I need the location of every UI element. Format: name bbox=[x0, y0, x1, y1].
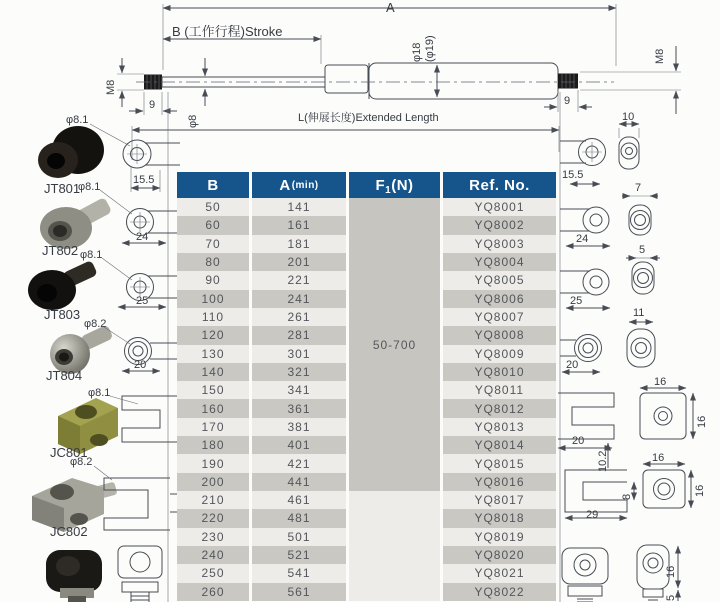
table-cell-ref: YQ8010 bbox=[443, 363, 556, 381]
jt803-name-label: JT803 bbox=[44, 307, 81, 322]
table-cell-b: 230 bbox=[177, 528, 249, 546]
table-cell-ref: YQ8001 bbox=[443, 198, 556, 216]
rv3-end-dim: 11 bbox=[633, 307, 645, 319]
jc801-name-label: JC801 bbox=[50, 445, 88, 460]
jt802-width-dim: 24 bbox=[136, 231, 149, 243]
rv4-slot-dim: 10.2 bbox=[597, 450, 609, 472]
jt802-right-views bbox=[560, 196, 658, 246]
table-cell-a: 261 bbox=[252, 308, 346, 326]
table-cell-b: 140 bbox=[177, 363, 249, 381]
table-cell-ref: YQ8014 bbox=[443, 436, 556, 454]
rv2-side-dim: 25 bbox=[570, 295, 583, 307]
table-cell-ref: YQ8021 bbox=[443, 564, 556, 582]
stud-right-dim: 9 bbox=[564, 95, 571, 107]
jc802-right-views bbox=[565, 464, 691, 518]
header-a-text: A bbox=[279, 176, 291, 194]
jt801-name-label: JT801 bbox=[44, 181, 81, 196]
table-cell-ref: YQ8004 bbox=[443, 253, 556, 271]
table-cell-ref: YQ8011 bbox=[443, 381, 556, 399]
rv6-dia-dim: 5 bbox=[665, 594, 677, 601]
table-cell-ref: YQ8019 bbox=[443, 528, 556, 546]
jt804-dia-label: φ8.2 bbox=[84, 318, 107, 330]
table-cell-ref: YQ8003 bbox=[443, 235, 556, 253]
table-cell-b: 240 bbox=[177, 546, 249, 564]
stroke-dim-label: B (工作行程)Stroke bbox=[172, 24, 283, 39]
header-ref-text: Ref. No. bbox=[469, 176, 530, 194]
table-cell-ref: YQ8016 bbox=[443, 473, 556, 491]
table-cell-a: 501 bbox=[252, 528, 346, 546]
table-header-ref bbox=[443, 172, 556, 198]
thread-right-label: M8 bbox=[654, 48, 666, 64]
header-a-sub: (min) bbox=[291, 179, 319, 191]
jc802-dia-label: φ8.2 bbox=[70, 456, 93, 468]
rv1-side-dim: 24 bbox=[576, 233, 589, 245]
rv5-side-dim: 29 bbox=[586, 509, 599, 521]
table-cell-a: 141 bbox=[252, 198, 346, 216]
header-b-text: B bbox=[207, 176, 219, 194]
table-cell-b: 250 bbox=[177, 564, 249, 582]
table-cell-a: 421 bbox=[252, 454, 346, 472]
jt803-side-view bbox=[118, 274, 182, 308]
rv5-width-dim: 16 bbox=[652, 452, 665, 464]
table-cell-ref: YQ8002 bbox=[443, 216, 556, 234]
table-header-row bbox=[177, 172, 556, 198]
table-cell-b: 170 bbox=[177, 418, 249, 436]
table-cell-ref: YQ8005 bbox=[443, 271, 556, 289]
table-cell-b: 200 bbox=[177, 473, 249, 491]
table-cell-ref: YQ8006 bbox=[443, 290, 556, 308]
table-cell-b: 130 bbox=[177, 345, 249, 363]
extended-length-label: L(伸展长度)Extended Length bbox=[298, 112, 439, 124]
table-cell-ref: YQ8012 bbox=[443, 399, 556, 417]
table-cell-b: 150 bbox=[177, 381, 249, 399]
f1-merged-cell: 50-700 bbox=[349, 198, 440, 491]
table-cell-ref: YQ8007 bbox=[443, 308, 556, 326]
table-cell-ref: YQ8022 bbox=[443, 583, 556, 601]
table-cell-b: 190 bbox=[177, 454, 249, 472]
table-cell-ref: YQ8018 bbox=[443, 509, 556, 527]
table-header-f1 bbox=[349, 172, 440, 198]
jt804-photo bbox=[50, 324, 114, 374]
rv4-width-dim: 16 bbox=[654, 376, 667, 388]
jt804-name-label: JT804 bbox=[46, 368, 83, 383]
jt803-photo bbox=[28, 260, 98, 310]
col-a bbox=[252, 198, 346, 601]
table-cell-ref: YQ8015 bbox=[443, 454, 556, 472]
rv3-side-dim: 20 bbox=[566, 359, 579, 371]
spec-table bbox=[177, 172, 556, 601]
rv4-height-dim: 16 bbox=[696, 415, 708, 428]
tube-dia-alt-label: (φ19) bbox=[424, 35, 436, 62]
f1-merged-cell-lower bbox=[349, 491, 440, 601]
table-header-b bbox=[177, 172, 249, 198]
table-cell-b: 210 bbox=[177, 491, 249, 509]
ball-joint-right-views bbox=[562, 545, 678, 602]
table-cell-b: 260 bbox=[177, 583, 249, 601]
rv6-height-dim: 16 bbox=[665, 565, 677, 578]
table-cell-b: 110 bbox=[177, 308, 249, 326]
table-cell-b: 50 bbox=[177, 198, 249, 216]
table-cell-a: 281 bbox=[252, 326, 346, 344]
header-f-text: F bbox=[375, 176, 386, 194]
table-cell-a: 341 bbox=[252, 381, 346, 399]
jc801-dia-label: φ8.1 bbox=[88, 387, 111, 399]
table-cell-b: 90 bbox=[177, 271, 249, 289]
table-cell-ref: YQ8013 bbox=[443, 418, 556, 436]
table-cell-b: 220 bbox=[177, 509, 249, 527]
table-cell-b: 120 bbox=[177, 326, 249, 344]
table-cell-a: 521 bbox=[252, 546, 346, 564]
ball-joint-side-view bbox=[118, 546, 162, 602]
jc801-right-views bbox=[558, 388, 693, 468]
thread-left-label: M8 bbox=[105, 79, 117, 95]
rv1-end-dim: 7 bbox=[635, 182, 642, 194]
jt803-dia-label: φ8.1 bbox=[80, 249, 103, 261]
col-b bbox=[177, 198, 249, 601]
f1-column bbox=[349, 198, 440, 601]
col-ref bbox=[443, 198, 556, 601]
table-cell-ref: YQ8020 bbox=[443, 546, 556, 564]
table-cell-a: 441 bbox=[252, 473, 346, 491]
jt801-width-dim: 15.5 bbox=[133, 174, 155, 186]
table-cell-ref: YQ8008 bbox=[443, 326, 556, 344]
rv4-side-dim: 20 bbox=[572, 435, 585, 447]
jt802-side-view bbox=[122, 209, 182, 244]
table-cell-a: 381 bbox=[252, 418, 346, 436]
jt804-side-view bbox=[122, 338, 180, 372]
header-f-sub: 1 bbox=[385, 185, 392, 196]
table-cell-a: 461 bbox=[252, 491, 346, 509]
table-header-a bbox=[252, 172, 346, 198]
table-cell-b: 80 bbox=[177, 253, 249, 271]
table-cell-a: 361 bbox=[252, 399, 346, 417]
stud-left-dim: 9 bbox=[149, 99, 156, 111]
table-cell-a: 181 bbox=[252, 235, 346, 253]
table-cell-a: 401 bbox=[252, 436, 346, 454]
table-cell-a: 541 bbox=[252, 564, 346, 582]
table-cell-b: 60 bbox=[177, 216, 249, 234]
jt801-dia-label: φ8.1 bbox=[66, 114, 89, 126]
table-cell-a: 241 bbox=[252, 290, 346, 308]
table-cell-b: 70 bbox=[177, 235, 249, 253]
ball-joint-photo bbox=[46, 550, 102, 602]
rv0-side-dim: 15.5 bbox=[562, 169, 584, 181]
rv0-end-dim: 10 bbox=[622, 111, 635, 123]
jt802-name-label: JT802 bbox=[42, 243, 79, 258]
table-cell-ref: YQ8009 bbox=[443, 345, 556, 363]
table-cell-a: 161 bbox=[252, 216, 346, 234]
tube-dia-label: φ18 bbox=[411, 42, 423, 62]
rod-dia-label: φ8 bbox=[187, 114, 199, 128]
jt802-photo bbox=[40, 197, 112, 249]
header-f-unit: (N) bbox=[391, 176, 414, 194]
table-cell-a: 221 bbox=[252, 271, 346, 289]
table-cell-b: 160 bbox=[177, 399, 249, 417]
dim-a-label: A bbox=[386, 0, 395, 15]
jc801-side-view bbox=[122, 396, 180, 442]
jc802-name-label: JC802 bbox=[50, 524, 88, 539]
table-body bbox=[177, 198, 556, 601]
table-cell-a: 301 bbox=[252, 345, 346, 363]
table-cell-a: 321 bbox=[252, 363, 346, 381]
rv5-height-dim: 16 bbox=[694, 484, 706, 497]
rv2-end-dim: 5 bbox=[639, 244, 646, 256]
table-cell-b: 180 bbox=[177, 436, 249, 454]
table-cell-a: 201 bbox=[252, 253, 346, 271]
table-cell-ref: YQ8017 bbox=[443, 491, 556, 509]
jt801-photo bbox=[38, 126, 104, 178]
jt804-width-dim: 20 bbox=[134, 359, 147, 371]
jt802-dia-label: φ8.1 bbox=[78, 181, 101, 193]
jt803-width-dim: 25 bbox=[136, 295, 149, 307]
rv5-bore-dim: 8 bbox=[621, 493, 633, 500]
table-cell-a: 481 bbox=[252, 509, 346, 527]
table-cell-b: 100 bbox=[177, 290, 249, 308]
table-cell-a: 561 bbox=[252, 583, 346, 601]
